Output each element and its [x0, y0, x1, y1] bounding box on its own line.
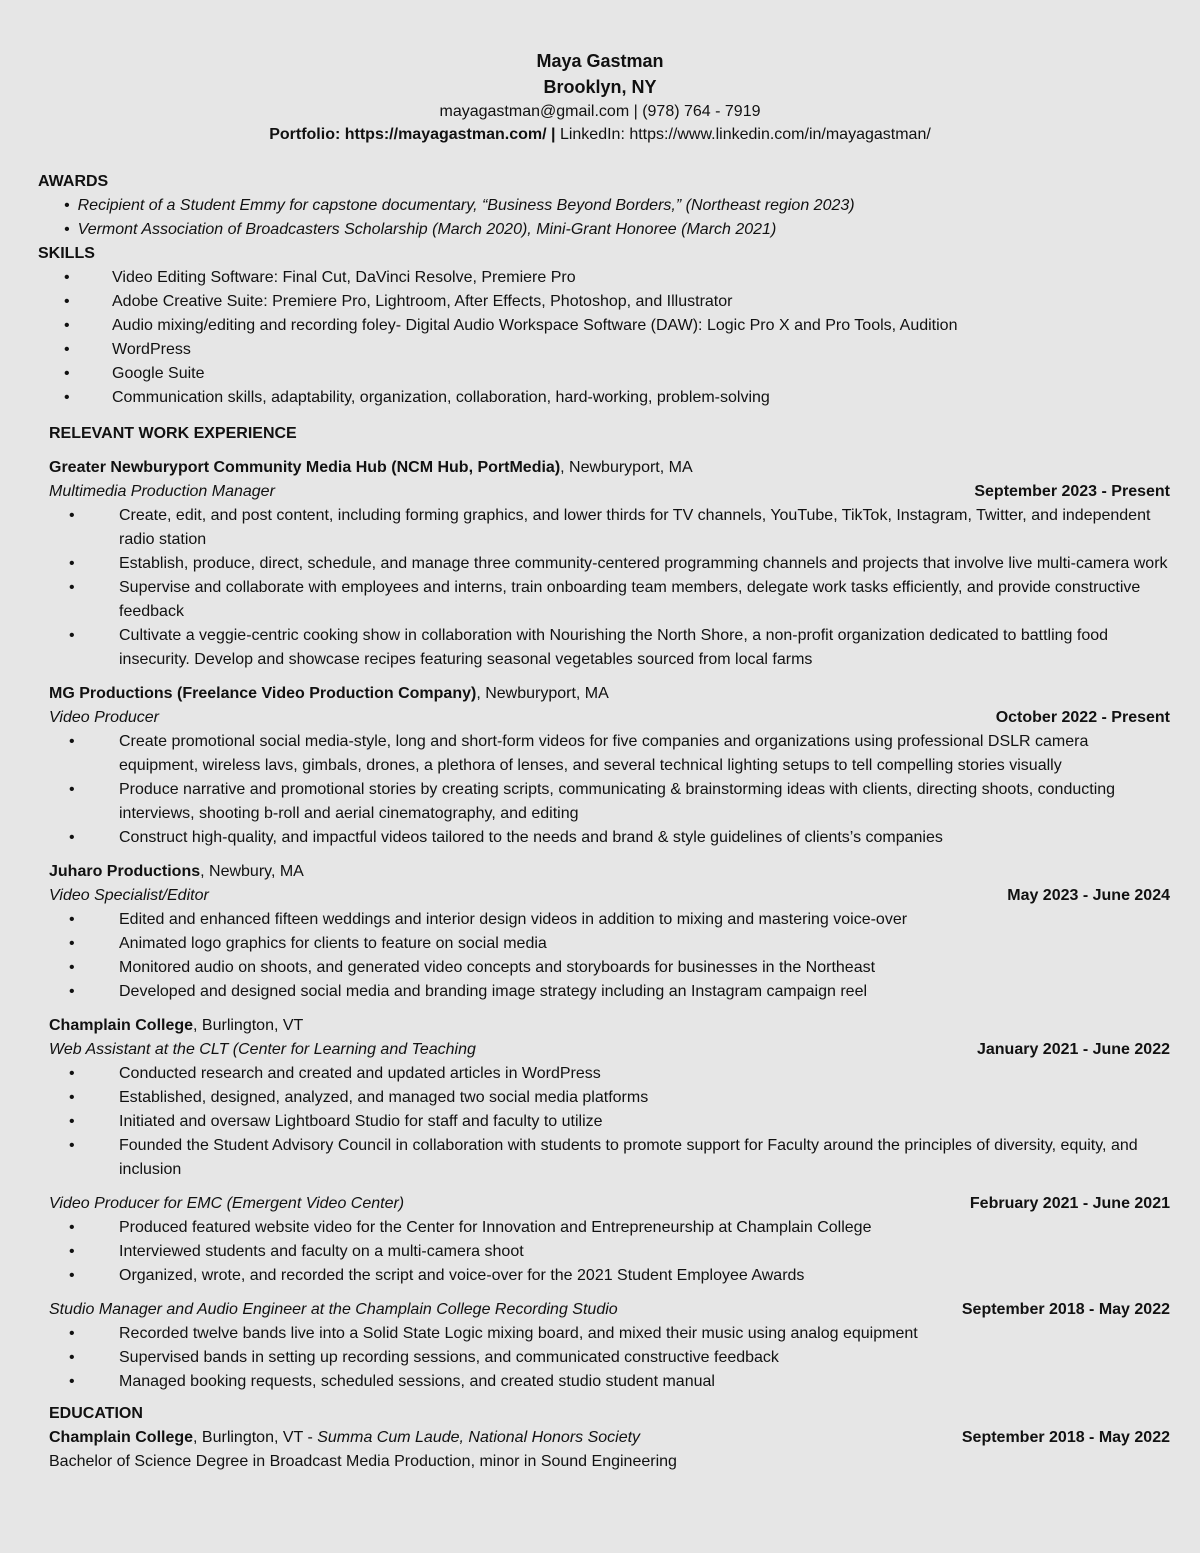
job-bullets — [49, 1322, 1170, 1394]
job-org: Champlain College — [49, 1017, 194, 1034]
education-row — [49, 1426, 1170, 1450]
job-bullets — [49, 1062, 1170, 1182]
job-bullet: • Animated logo graphics for clients to feature on social media — [49, 932, 1170, 956]
education-location: , Burlington, VT - — [193, 1429, 318, 1446]
job-bullet: • Produced featured website video for the Center for Innovation and Entrepreneurship at Champlain College — [49, 1216, 1170, 1240]
job-location: , Newburyport, MA — [476, 685, 609, 702]
job-role: Video Producer — [49, 709, 159, 726]
skill-item: • Video Editing Software: Final Cut, DaVinci Resolve, Premiere Pro — [0, 266, 1200, 290]
skills-list — [0, 266, 1200, 410]
job-role: Multimedia Production Manager — [49, 483, 275, 500]
skill-item: • Google Suite — [0, 362, 1200, 386]
job-bullet: • Developed and designed social media and branding image strategy including an Instagram campaign reel — [49, 980, 1170, 1004]
job-role-row — [49, 884, 1170, 908]
job-dates: October 2022 - Present — [995, 709, 1170, 726]
job-bullet: • Founded the Student Advisory Council in collaboration with students to promote support for Faculty around the principles of diversity, equity, and inclusion — [49, 1134, 1170, 1182]
job-role-row — [49, 1038, 1170, 1062]
education-degree: Bachelor of Science Degree in Broadcast Media Production, minor in Sound Engineering — [49, 1453, 677, 1470]
job-dates: May 2023 - June 2024 — [1007, 887, 1170, 904]
job-location: , Burlington, VT — [193, 1017, 304, 1034]
experience-section — [49, 422, 1170, 1474]
job-location: , Newbury, MA — [200, 863, 304, 880]
job-role: Studio Manager and Audio Engineer at the Champlain College Recording Studio — [49, 1301, 618, 1318]
job-bullet: • Produce narrative and promotional stories by creating scripts, communicating & brainstorming ideas with clients, directing shoots, conducting interviews, shooting b-roll and aerial cinematography, and editing — [49, 778, 1170, 826]
job-bullet: • Monitored audio on shoots, and generated video concepts and storyboards for businesses in the Northeast — [49, 956, 1170, 980]
job-dates: January 2021 - June 2022 — [976, 1041, 1170, 1058]
job-bullets — [49, 1216, 1170, 1288]
job-bullet: • Initiated and oversaw Lightboard Studio for staff and faculty to utilize — [49, 1110, 1170, 1134]
job-bullets — [49, 730, 1170, 850]
education-honors: Summa Cum Laude, National Honors Society — [317, 1429, 641, 1446]
job-role: Video Specialist/Editor — [49, 887, 209, 904]
job-bullet: • Cultivate a veggie-centric cooking show in collaboration with Nourishing the North Shore, a non-profit organization dedicated to battling food insecurity. Develop and showcase recipes featuring seasonal vegetables sourced from local farms — [49, 624, 1170, 672]
job-role-row — [49, 1192, 1170, 1216]
job-org: Greater Newburyport Community Media Hub (NCM Hub, PortMedia) — [49, 459, 561, 476]
job-org: Juharo Productions — [49, 863, 201, 880]
job-role: Video Producer for EMC (Emergent Video Center) — [49, 1195, 405, 1212]
skill-item: • Audio mixing/editing and recording foley- Digital Audio Workspace Software (DAW): Logic Pro X and Pro Tools, Audition — [0, 314, 1200, 338]
candidate-name: Maya Gastman — [536, 51, 664, 71]
skills-heading: SKILLS — [38, 245, 95, 262]
job-bullet: • Edited and enhanced fifteen weddings and interior design videos in addition to mixing and mastering voice-over — [49, 908, 1170, 932]
job-bullet: • Interviewed students and faculty on a multi-camera shoot — [49, 1240, 1170, 1264]
job-role-row — [49, 706, 1170, 730]
education-school-line — [49, 1426, 640, 1450]
education-dates: September 2018 - May 2022 — [961, 1429, 1170, 1446]
job-bullets — [49, 504, 1170, 672]
skill-item: • Adobe Creative Suite: Premiere Pro, Lightroom, After Effects, Photoshop, and Illustrator — [0, 290, 1200, 314]
job-bullets — [49, 908, 1170, 1004]
job-bullet: • Organized, wrote, and recorded the script and voice-over for the 2021 Student Employee Awards — [49, 1264, 1170, 1288]
skill-item: • WordPress — [0, 338, 1200, 362]
job-bullet: • Established, designed, analyzed, and managed two social media platforms — [49, 1086, 1170, 1110]
job-bullet: • Establish, produce, direct, schedule, and manage three community-centered programming channels and projects that involve live multi-camera work — [49, 552, 1170, 576]
skill-item: • Communication skills, adaptability, organization, collaboration, hard-working, problem-solving — [0, 386, 1200, 410]
award-item: • Vermont Association of Broadcasters Scholarship (March 2020), Mini-Grant Honoree (March 2021) — [64, 218, 1200, 242]
job-bullet: • Recorded twelve bands live into a Solid State Logic mixing board, and mixed their music using analog equipment — [49, 1322, 1170, 1346]
job-location: , Newburyport, MA — [560, 459, 693, 476]
job-role-row — [49, 480, 1170, 504]
contact-line: mayagastman@gmail.com | (978) 764 - 7919 — [439, 103, 761, 120]
job-role: Web Assistant at the CLT (Center for Learning and Teaching — [49, 1041, 476, 1058]
job-bullet: • Supervised bands in setting up recording sessions, and communicated constructive feedback — [49, 1346, 1170, 1370]
job-org-line — [49, 860, 1170, 884]
linkedin-link: LinkedIn: https://www.linkedin.com/in/mayagastman/ — [555, 126, 931, 143]
job-role-row — [49, 1298, 1170, 1322]
job-dates: September 2023 - Present — [974, 483, 1170, 500]
job-bullet: • Managed booking requests, scheduled sessions, and created studio student manual — [49, 1370, 1170, 1394]
resume-header — [0, 48, 1200, 146]
education-school: Champlain College — [49, 1429, 194, 1446]
job-org-line — [49, 1014, 1170, 1038]
awards-heading: AWARDS — [38, 173, 109, 190]
job-bullet: • Conducted research and created and updated articles in WordPress — [49, 1062, 1170, 1086]
job-org-line — [49, 456, 1170, 480]
education-heading: EDUCATION — [49, 1405, 143, 1422]
job-bullet: • Construct high-quality, and impactful videos tailored to the needs and brand & style guidelines of clients’s companies — [49, 826, 1170, 850]
portfolio-link: Portfolio: https://mayagastman.com/ | — [269, 126, 556, 143]
links-line — [0, 123, 1200, 146]
job-dates: September 2018 - May 2022 — [961, 1301, 1170, 1318]
award-item: • Recipient of a Student Emmy for capstone documentary, “Business Beyond Borders,” (Northeast region 2023) — [64, 194, 1200, 218]
job-bullet: • Create promotional social media-style, long and short-form videos for five companies and organizations using professional DSLR camera equipment, wireless lavs, gimbals, drones, a plethora of lenses, and several technical lighting setups to tell compelling stories visually — [49, 730, 1170, 778]
job-bullet: • Supervise and collaborate with employees and interns, train onboarding team members, delegate work tasks efficiently, and provide constructive feedback — [49, 576, 1170, 624]
job-bullet: • Create, edit, and post content, including forming graphics, and lower thirds for TV channels, YouTube, TikTok, Instagram, Twitter, and independent radio station — [49, 504, 1170, 552]
job-org-line — [49, 682, 1170, 706]
candidate-location: Brooklyn, NY — [543, 77, 657, 97]
experience-heading: RELEVANT WORK EXPERIENCE — [49, 425, 297, 442]
job-dates: February 2021 - June 2021 — [969, 1195, 1170, 1212]
awards-list — [0, 194, 1200, 242]
job-org: MG Productions (Freelance Video Production Company) — [49, 685, 477, 702]
